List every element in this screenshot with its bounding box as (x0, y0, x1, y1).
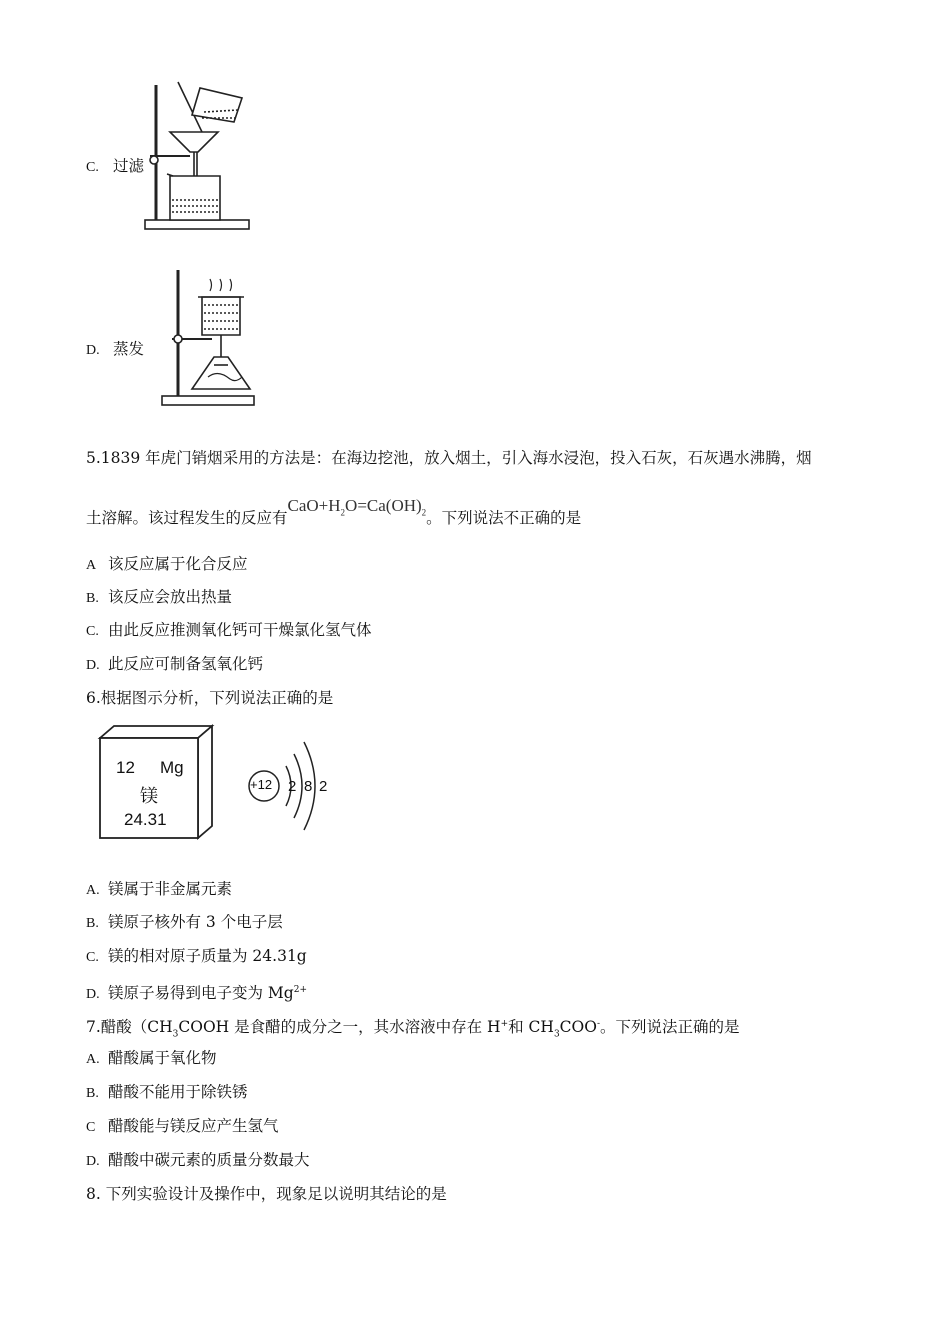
option-letter: B. (86, 916, 99, 931)
option-text: 镁原子易得到电子变为 Mg (108, 984, 294, 1003)
atom-shell-2: 8 (304, 778, 313, 795)
q6-option-b (86, 912, 283, 934)
q4-option-c (86, 156, 144, 178)
evaporation-apparatus-figure (150, 265, 260, 410)
q6-option-c (86, 946, 307, 968)
atom-shell-1: 2 (288, 778, 297, 795)
q5-option-d (86, 654, 263, 676)
atom-shell-3: 2 (319, 778, 328, 795)
option-letter: B. (86, 1086, 99, 1101)
option-letter: C (86, 1120, 96, 1135)
q5-stem-line1: 5.1839 年虎门销烟采用的方法是：在海边挖池，放入烟土，引入海水浸泡，投入石灰，石灰遇水沸腾，烟 (86, 449, 812, 467)
q7-subscript: 3 (172, 1029, 179, 1040)
formula-subscript: 2 (340, 507, 346, 518)
option-letter: B. (86, 591, 99, 606)
q6-option-a (86, 879, 232, 901)
q7-stem-part: 和 CH (508, 1018, 554, 1037)
q7-option-a (86, 1048, 217, 1070)
option-letter: D. (86, 987, 100, 1003)
option-letter: C. (86, 624, 99, 639)
q5-stem-text-a: 土溶解。该过程发生的反应有 (86, 509, 288, 527)
filtration-apparatus-figure (140, 80, 250, 235)
option-text: 由此反应推测氧化钙可干燥氯化氢气体 (108, 621, 372, 639)
q5-stem-text-b: 。下列说法不正确的是 (426, 509, 582, 527)
q5-option-c (86, 620, 372, 642)
atom-nucleus-charge: +12 (250, 777, 273, 792)
option-text: 该反应属于化合反应 (108, 555, 248, 573)
option-text: 醋酸中碳元素的质量分数最大 (108, 1151, 310, 1169)
option-letter: A (86, 558, 97, 573)
q7-superscript: + (500, 1019, 509, 1029)
option-letter: D. (86, 343, 100, 358)
formula-part: CaO+H (287, 496, 341, 515)
q7-stem-part: COO (559, 1018, 597, 1037)
option-letter: C. (86, 160, 99, 175)
q7-option-b (86, 1082, 248, 1104)
q5-reaction-formula (287, 496, 427, 518)
element-atomic-mass: 24.31 (124, 810, 167, 829)
q4-option-d (86, 339, 144, 361)
q5-option-a (86, 554, 248, 576)
q8-stem: 8. 下列实验设计及操作中，现象足以说明其结论的是 (86, 1185, 447, 1203)
q6-stem: 6.根据图示分析，下列说法正确的是 (86, 689, 334, 707)
option-text: 镁原子核外有 3 个电子层 (108, 913, 283, 931)
option-text: 醋酸能与镁反应产生氢气 (108, 1117, 279, 1135)
q7-option-d (86, 1150, 310, 1172)
element-name: 镁 (140, 786, 158, 807)
option-text: 该反应会放出热量 (108, 588, 233, 606)
option-text: 镁属于非金属元素 (108, 880, 233, 898)
element-symbol: Mg (160, 758, 184, 777)
option-text: 过滤 (112, 157, 144, 175)
q7-option-c (86, 1116, 279, 1138)
q5-stem-line2 (86, 496, 582, 534)
formula-subscript: 2 (421, 507, 427, 518)
option-letter: A. (86, 1052, 100, 1067)
q7-stem-part: COOH 是食醋的成分之一，其水溶液中存在 H (178, 1018, 501, 1037)
option-letter: C. (86, 950, 99, 965)
option-letter: D. (86, 1154, 100, 1169)
q7-stem (86, 1014, 740, 1044)
option-text: 蒸发 (112, 340, 144, 358)
element-atomic-number: 12 (116, 758, 135, 777)
q7-superscript: - (596, 1019, 600, 1029)
option-superscript: 2+ (293, 985, 308, 995)
option-letter: A. (86, 883, 100, 898)
option-text: 醋酸属于氧化物 (108, 1049, 217, 1067)
q5-option-b (86, 587, 232, 609)
option-text: 醋酸不能用于除铁锈 (108, 1083, 248, 1101)
q6-option-d (86, 980, 307, 1005)
option-text: 此反应可制备氢氧化钙 (108, 655, 264, 673)
q7-stem-part: 。下列说法正确的是 (600, 1018, 740, 1037)
formula-part: O=Ca(OH) (345, 496, 422, 515)
option-letter: D. (86, 658, 100, 673)
q7-stem-part: 7.醋酸（CH (86, 1018, 173, 1037)
q7-subscript: 3 (553, 1029, 560, 1040)
option-text: 镁的相对原子质量为 24.31g (108, 947, 307, 965)
